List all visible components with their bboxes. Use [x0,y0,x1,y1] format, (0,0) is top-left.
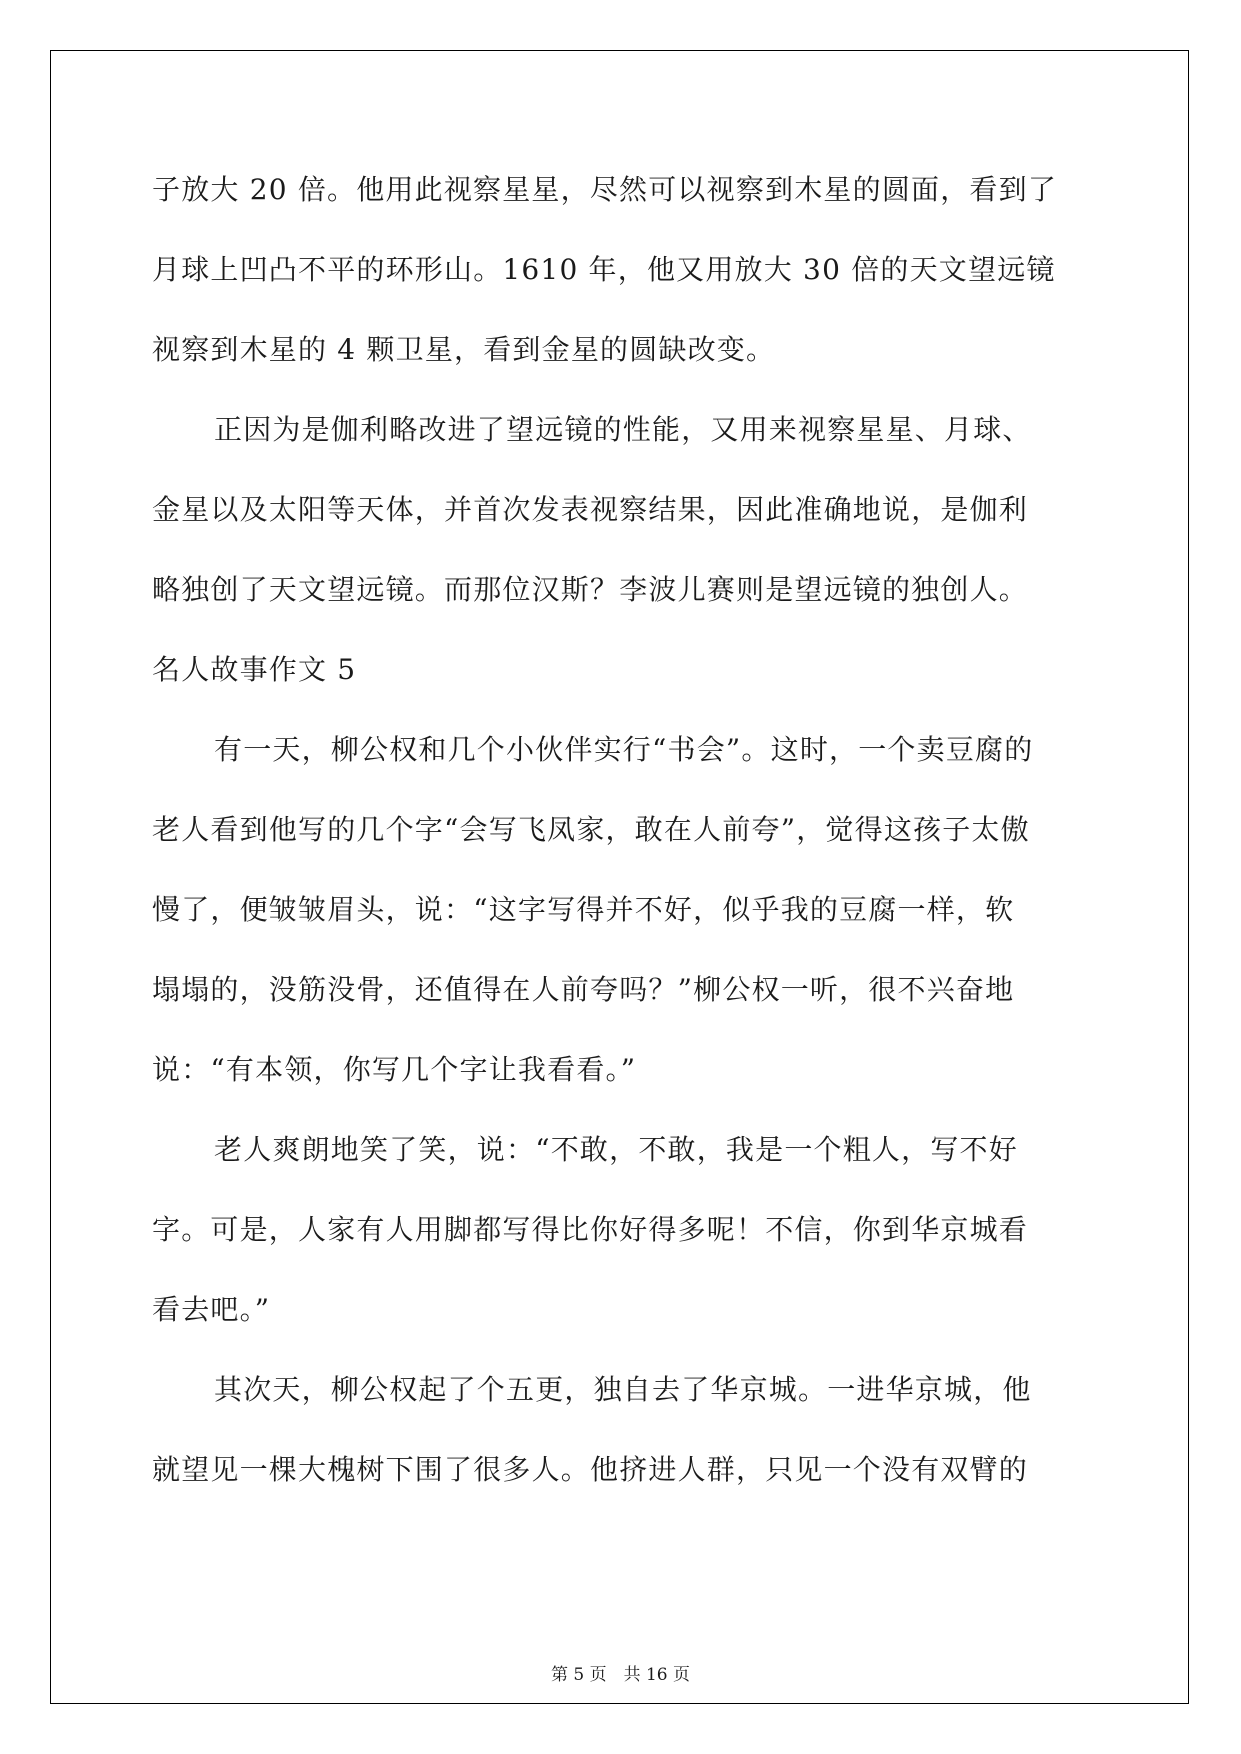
text-line: 月球上凹凸不平的环形山。1610 年，他又用放大 30 倍的天文望远镜 [152,253,1056,286]
document-body [152,150,1092,1510]
text-line: 子放大 20 倍。他用此视察星星，尽然可以视察到木星的圆面，看到了 [152,173,1058,206]
text-line: 老人看到他写的几个字“会写飞凤家，敢在人前夸”，觉得这孩子太傲 [152,813,1030,846]
text-line: 视察到木星的 4 颗卫星，看到金星的圆缺改变。 [152,333,776,366]
text-line: 说：“有本领，你写几个字让我看看。” [152,1053,637,1086]
text-line: 看去吧。” [152,1293,271,1326]
text-line: 字。可是，人家有人用脚都写得比你好得多呢！不信，你到华京城看 [152,1213,1029,1246]
text-line: 老人爽朗地笑了笑，说：“不敢，不敢，我是一个粗人，写不好 [214,1133,1018,1166]
text-line: 就望见一棵大槐树下围了很多人。他挤进人群，只见一个没有双臂的 [152,1453,1029,1486]
text-line: 略独创了天文望远镜。而那位汉斯？李波儿赛则是望远镜的独创人。 [152,573,1029,606]
section-heading: 名人故事作文 5 [152,653,357,686]
text-line: 有一天，柳公权和几个小伙伴实行“书会”。这时，一个卖豆腐的 [214,733,1034,766]
text-line: 慢了，便皱皱眉头，说：“这字写得并不好，似乎我的豆腐一样，软 [152,893,1015,926]
page-number-footer: 第 5 页 共 16 页 [550,1665,691,1685]
text-line: 其次天，柳公权起了个五更，独自去了华京城。一进华京城，他 [214,1373,1032,1406]
text-line: 正因为是伽利略改进了望远镜的性能，又用来视察星星、月球、 [214,413,1032,446]
text-line: 塌塌的，没筋没骨，还值得在人前夸吗？”柳公权一听，很不兴奋地 [152,973,1015,1006]
text-line: 金星以及太阳等天体，并首次发表视察结果，因此准确地说，是伽利 [152,493,1029,526]
